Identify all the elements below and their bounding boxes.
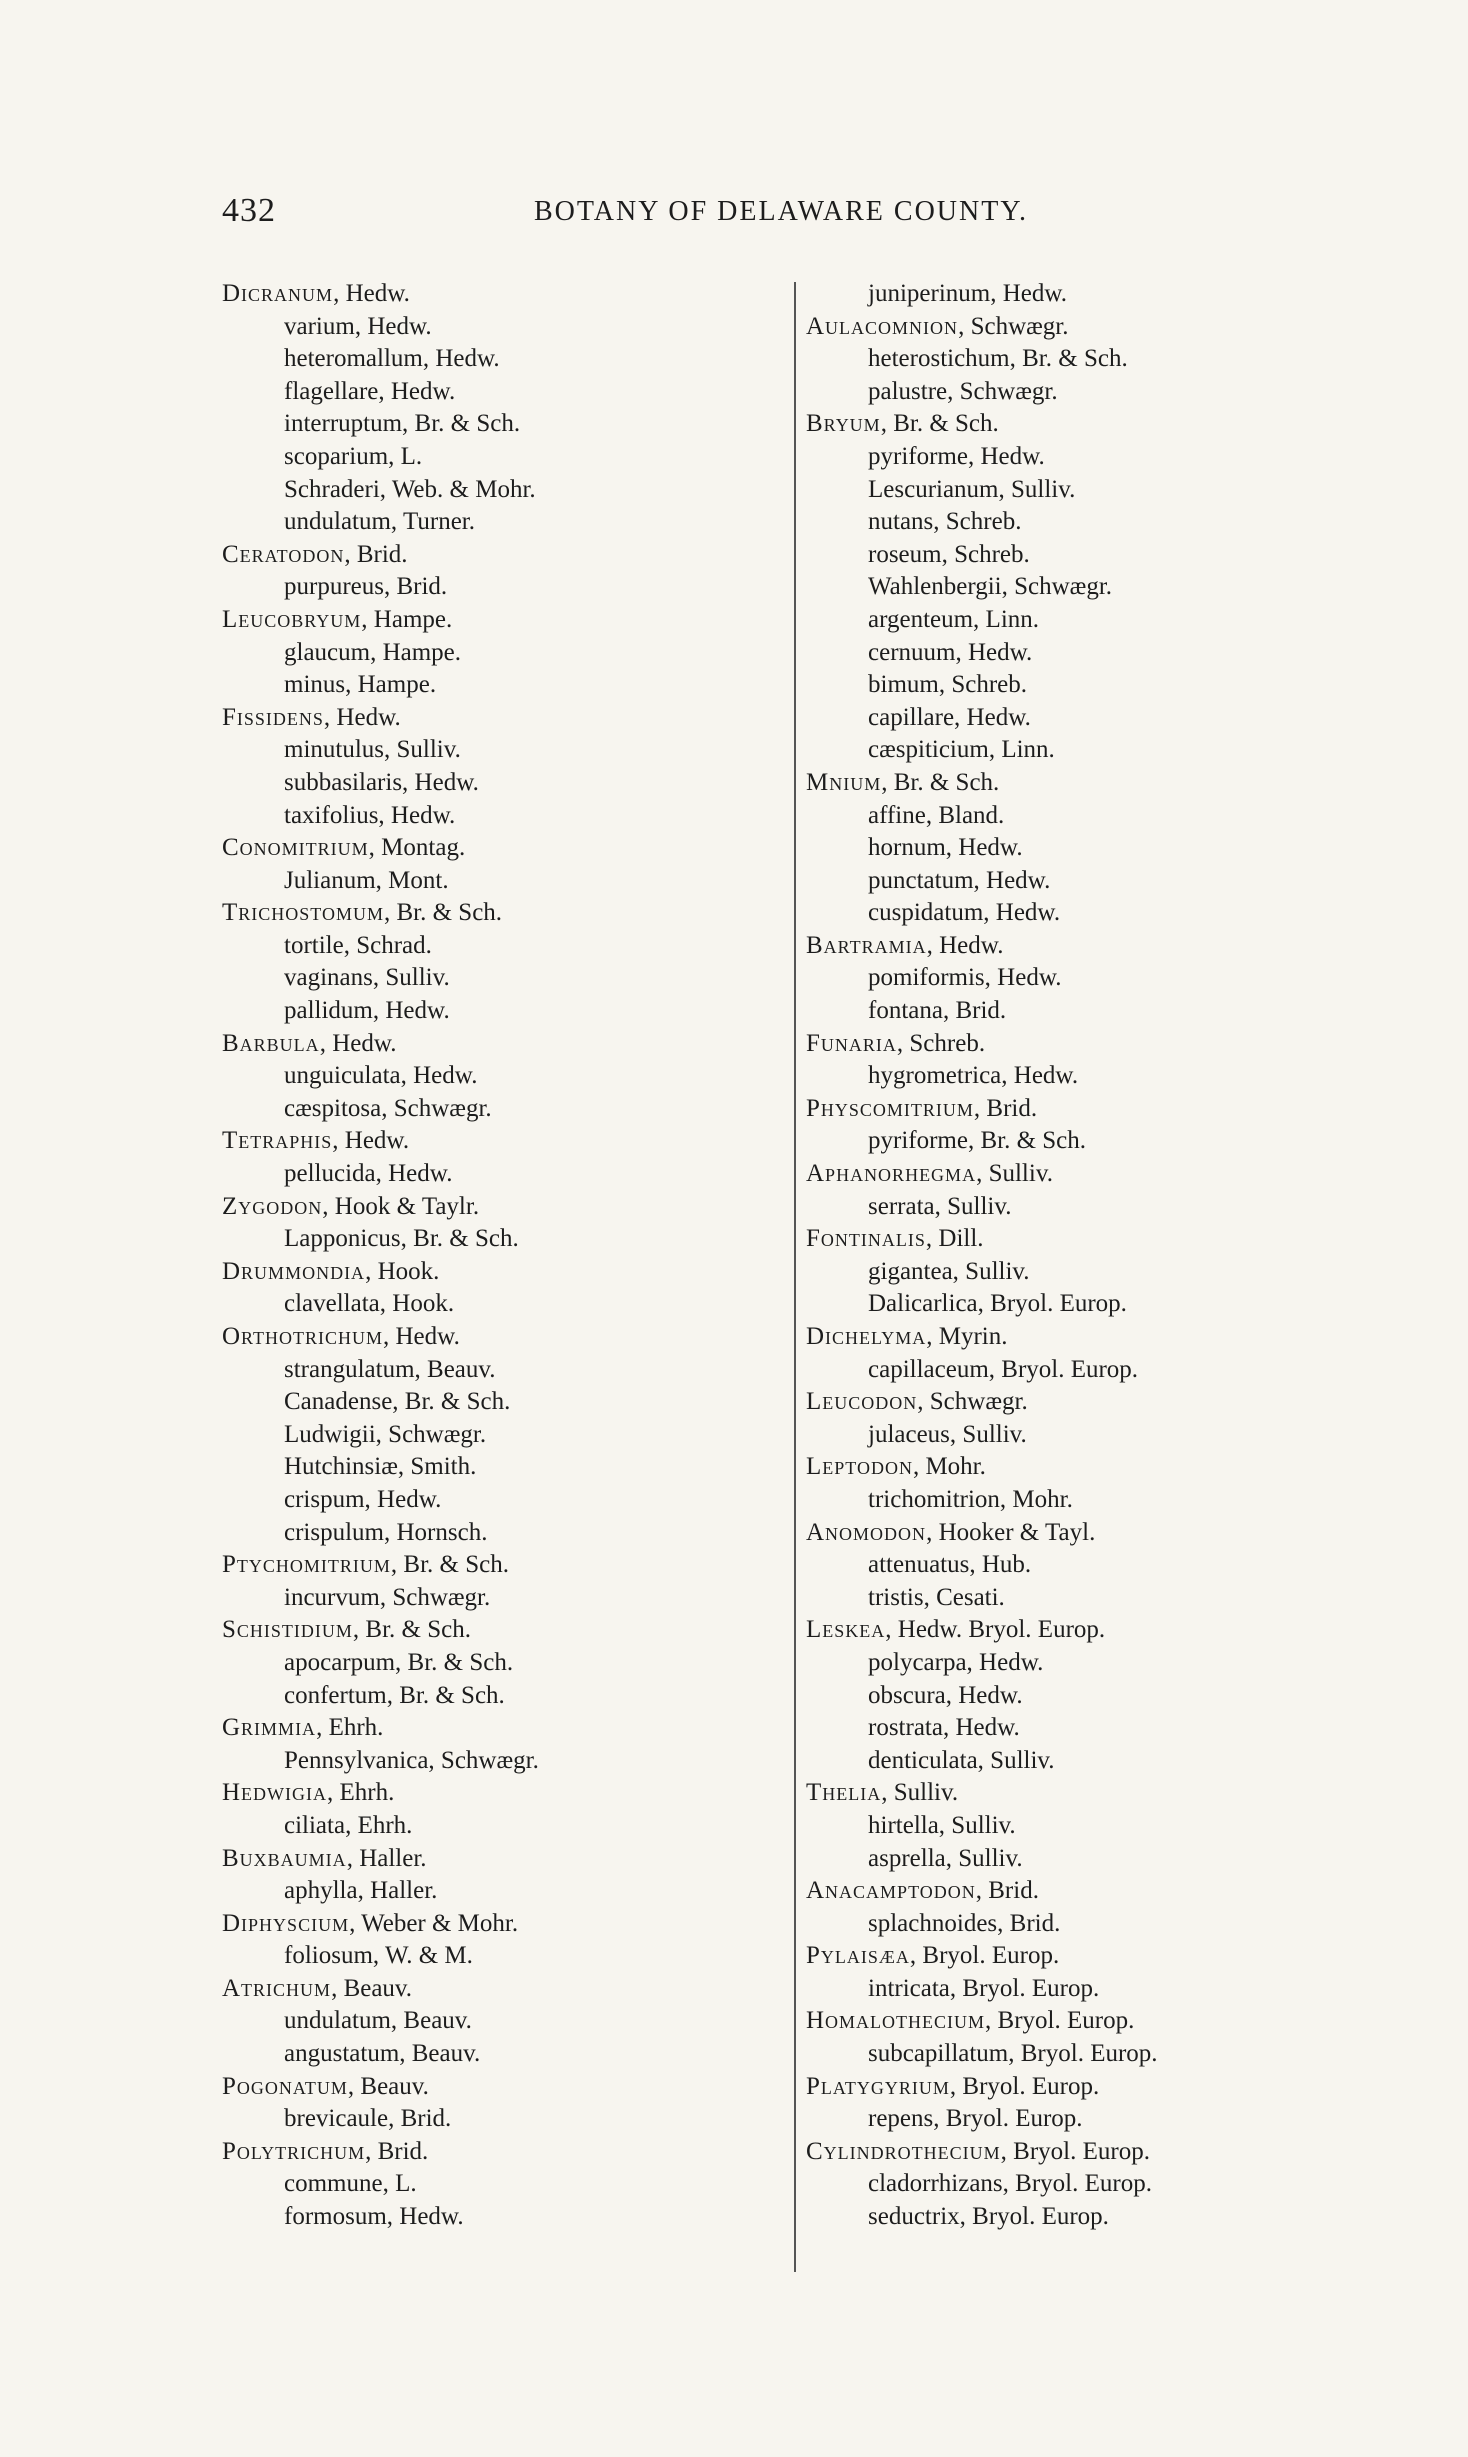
genus-name: Orthotrichum [222, 1323, 383, 1350]
genus-name: Bartramia [806, 931, 927, 959]
genus-entry [222, 1321, 782, 1354]
species-entry: undulatum, Beauv. [284, 2007, 472, 2035]
genus-authority: , Brid. [975, 1877, 1039, 1905]
species-entry: brevicaule, Brid. [284, 2105, 452, 2133]
genus-authority: , Hedw. [333, 280, 410, 307]
species-entry: clavellata, Hook. [284, 1290, 455, 1318]
species-entry: undulatum, Turner. [284, 508, 475, 536]
species-entry: ciliata, Ehrh. [284, 1811, 413, 1839]
species-entry: rostrata, Hedw. [868, 1714, 1020, 1742]
genus-authority: , Bryol. Europ. [1000, 2137, 1150, 2165]
genus-authority: , Mohr. [912, 1453, 986, 1481]
column-divider [794, 282, 796, 2272]
genus-name: Polytrichum [222, 2137, 366, 2165]
genus-authority: , Sulliv. [976, 1160, 1053, 1188]
species-entry: palustre, Schwægr. [868, 377, 1058, 405]
genus-authority: , Brid. [365, 2137, 429, 2165]
species-entry: capillare, Hedw. [868, 703, 1031, 731]
genus-entry [806, 930, 1306, 963]
genus-authority: , Hampe. [361, 605, 453, 633]
genus-authority: , Brid. [344, 540, 408, 568]
genus-entry [806, 1158, 1306, 1191]
genus-name: Leucodon [806, 1388, 918, 1416]
page-header [222, 192, 1102, 242]
species-entry: minus, Hampe. [284, 671, 437, 699]
genus-name: Zygodon [222, 1192, 323, 1220]
species-entry: crispum, Hedw. [284, 1485, 442, 1513]
species-entry: commune, L. [284, 2170, 417, 2198]
genus-name: Aulacomnion [806, 312, 959, 340]
species-entry: incurvum, Schwægr. [284, 1583, 491, 1611]
species-entry: flagellare, Hedw. [284, 377, 456, 405]
genus-entry [222, 1191, 782, 1224]
genus-entry [806, 1875, 1306, 1908]
species-entry: Schraderi, Web. & Mohr. [284, 475, 536, 503]
species-entry: Hutchinsiæ, Smith. [284, 1453, 477, 1481]
genus-name: Physcomitrium [806, 1094, 974, 1122]
genus-name: Aphanorhegma [806, 1160, 977, 1188]
species-entry: Ludwigii, Schwægr. [284, 1420, 487, 1448]
genus-entry [222, 832, 782, 865]
species-entry: taxifolius, Hedw. [284, 801, 456, 829]
species-entry: Canadense, Br. & Sch. [284, 1388, 511, 1416]
genus-entry [222, 1549, 782, 1582]
genus-name: Thelia [806, 1779, 882, 1807]
species-entry: argenteum, Linn. [868, 605, 1040, 633]
species-entry: roseum, Schreb. [868, 540, 1030, 568]
species-entry: obscura, Hedw. [868, 1681, 1023, 1709]
species-entry: angustatum, Beauv. [284, 2040, 481, 2068]
species-entry: capillaceum, Bryol. Europ. [868, 1355, 1139, 1383]
genus-name: Bryum [806, 410, 881, 438]
species-entry: pallidum, Hedw. [284, 997, 450, 1025]
genus-authority: , Hooker & Tayl. [926, 1518, 1096, 1546]
genus-name: Schistidium [222, 1616, 353, 1644]
species-entry: glaucum, Hampe. [284, 638, 462, 666]
genus-name: Pylaisæa [806, 1942, 910, 1970]
genus-authority: , Br. & Sch. [881, 768, 1000, 796]
genus-entry [222, 1614, 782, 1647]
species-entry: purpureus, Brid. [284, 573, 448, 601]
species-entry: hornum, Hedw. [868, 834, 1023, 862]
species-entry: affine, Bland. [868, 801, 1005, 829]
genus-name: Conomitrium [222, 834, 369, 862]
genus-entry [806, 1223, 1306, 1256]
genus-entry [222, 897, 782, 930]
genus-name: Buxbaumia [222, 1844, 347, 1872]
species-entry: subbasilaris, Hedw. [284, 768, 479, 796]
genus-name: Leucobryum [222, 605, 362, 633]
genus-authority: , Ehrh. [327, 1779, 395, 1807]
species-entry: trichomitrion, Mohr. [868, 1485, 1073, 1513]
species-entry: cernuum, Hedw. [868, 638, 1033, 666]
genus-name: Leptodon [806, 1453, 913, 1481]
species-entry: minutulus, Sulliv. [284, 736, 461, 764]
genus-authority: , Schwægr. [958, 312, 1069, 340]
species-entry: seductrix, Bryol. Europ. [868, 2203, 1109, 2231]
species-entry: pyriforme, Hedw. [868, 442, 1045, 470]
genus-entry [806, 1940, 1306, 1973]
species-entry: intricata, Bryol. Europ. [868, 1974, 1100, 2002]
genus-entry [806, 1517, 1306, 1550]
genus-entry [222, 604, 782, 637]
genus-authority: , Hedw. Bryol. Europ. [885, 1616, 1106, 1644]
genus-name: Drummondia [222, 1257, 366, 1285]
genus-entry [806, 1451, 1306, 1484]
genus-name: Anacamptodon [806, 1877, 976, 1905]
species-entry: attenuatus, Hub. [868, 1551, 1032, 1579]
genus-entry [806, 1321, 1306, 1354]
genus-name: Atrichum [222, 1974, 332, 2002]
species-entry: foliosum, W. & M. [284, 1942, 473, 1970]
genus-entry [222, 1777, 782, 1810]
species-entry: crispulum, Hornsch. [284, 1518, 488, 1546]
genus-authority: , Hedw. [382, 1323, 460, 1350]
genus-authority: , Schwægr. [917, 1388, 1028, 1416]
genus-entry [222, 1028, 782, 1061]
species-entry: Dalicarlica, Bryol. Europ. [868, 1290, 1127, 1318]
species-entry: pomiformis, Hedw. [868, 964, 1062, 992]
genus-authority: , Bryol. Europ. [949, 2072, 1100, 2100]
species-entry: juniperinum, Hedw. [868, 280, 1068, 307]
species-entry: denticulata, Sulliv. [868, 1746, 1055, 1774]
genus-name: Ceratodon [222, 540, 345, 568]
genus-entry [222, 539, 782, 572]
genus-authority: , Bryol. Europ. [909, 1942, 1060, 1970]
genus-name: Funaria [806, 1029, 897, 1057]
species-entry: cæspiticium, Linn. [868, 736, 1055, 764]
genus-authority: , Br. & Sch. [352, 1616, 471, 1644]
species-entry: Lapponicus, Br. & Sch. [284, 1225, 519, 1253]
species-entry: tortile, Schrad. [284, 931, 432, 959]
species-entry: repens, Bryol. Europ. [868, 2105, 1083, 2133]
running-title: BOTANY OF DELAWARE COUNTY. [534, 196, 1028, 227]
species-entry: bimum, Schreb. [868, 671, 1028, 699]
genus-authority: , Hook & Taylr. [322, 1192, 480, 1220]
genus-name: Platygyrium [806, 2072, 950, 2100]
species-entry: pyriforme, Br. & Sch. [868, 1127, 1087, 1155]
genus-entry [806, 1614, 1306, 1647]
genus-entry [806, 1777, 1306, 1810]
genus-authority: , Br. & Sch. [383, 899, 503, 927]
genus-entry [806, 408, 1306, 441]
genus-authority: , Hedw. [926, 931, 1004, 959]
species-entry: asprella, Sulliv. [868, 1844, 1023, 1872]
species-entry: Julianum, Mont. [284, 866, 449, 894]
genus-entry [806, 311, 1306, 344]
species-entry: serrata, Sulliv. [868, 1192, 1012, 1220]
genus-name: Dicranum [222, 280, 334, 307]
species-entry: apocarpum, Br. & Sch. [284, 1648, 514, 1676]
genus-authority: , Brid. [973, 1094, 1038, 1122]
species-entry: formosum, Hedw. [284, 2203, 464, 2231]
species-entry: confertum, Br. & Sch. [284, 1681, 505, 1709]
genus-authority: , Br. & Sch. [880, 410, 999, 438]
genus-name: Fissidens [222, 703, 324, 731]
species-entry: cladorrhizans, Bryol. Europ. [868, 2170, 1152, 2198]
species-entry: vaginans, Sulliv. [284, 964, 450, 992]
species-entry: hygrometrica, Hedw. [868, 1062, 1079, 1090]
genus-name: Hedwigia [222, 1779, 328, 1807]
genus-entry [222, 2136, 782, 2169]
genus-entry [222, 1256, 782, 1289]
genus-entry [806, 1093, 1306, 1126]
genus-authority: , Br. & Sch. [390, 1551, 509, 1579]
genus-entry [806, 1028, 1306, 1061]
species-entry: Lescurianum, Sulliv. [868, 475, 1076, 503]
genus-name: Dichelyma [806, 1323, 927, 1350]
genus-entry [222, 702, 782, 735]
genus-authority: , Haller. [346, 1844, 427, 1872]
species-entry: tristis, Cesati. [868, 1583, 1005, 1611]
genus-name: Pogonatum [222, 2072, 348, 2100]
genus-authority: , Dill. [925, 1225, 984, 1253]
species-entry: strangulatum, Beauv. [284, 1355, 496, 1383]
species-entry: aphylla, Haller. [284, 1877, 438, 1905]
genus-name: Grimmia [222, 1714, 317, 1742]
genus-authority: , Schreb. [896, 1029, 986, 1057]
species-entry: varium, Hedw. [284, 312, 432, 340]
genus-name: Mnium [806, 768, 882, 796]
genus-entry [806, 2071, 1306, 2104]
genus-authority: , Myrin. [926, 1323, 1008, 1350]
genus-authority: , Hedw. [332, 1127, 410, 1155]
species-entry: punctatum, Hedw. [868, 866, 1051, 894]
genus-authority: , Hook. [365, 1257, 440, 1285]
genus-authority: , Ehrh. [316, 1714, 384, 1742]
genus-name: Barbula [222, 1029, 320, 1057]
genus-authority: , Montag. [368, 834, 466, 862]
species-entry: splachnoides, Brid. [868, 1909, 1061, 1937]
species-entry: subcapillatum, Bryol. Europ. [868, 2040, 1158, 2068]
genus-entry [222, 1973, 782, 2006]
genus-authority: , Weber & Mohr. [349, 1909, 519, 1937]
species-entry: Wahlenbergii, Schwægr. [868, 573, 1113, 601]
genus-name: Leskea [806, 1616, 886, 1644]
genus-entry [806, 767, 1306, 800]
genus-name: Diphyscium [222, 1909, 350, 1937]
species-entry: gigantea, Sulliv. [868, 1257, 1030, 1285]
genus-entry [222, 1712, 782, 1745]
species-entry: nutans, Schreb. [868, 508, 1022, 536]
genus-name: Tetraphis [222, 1127, 333, 1155]
species-entry: hirtella, Sulliv. [868, 1811, 1016, 1839]
species-entry: julaceus, Sulliv. [868, 1420, 1027, 1448]
genus-authority: , Bryol. Europ. [985, 2007, 1135, 2035]
genus-entry [222, 1908, 782, 1941]
species-entry: heterostichum, Br. & Sch. [868, 345, 1128, 373]
genus-entry [222, 1843, 782, 1876]
genus-entry [806, 2136, 1306, 2169]
genus-entry [222, 1125, 782, 1158]
species-entry: scoparium, L. [284, 442, 423, 470]
left-column [222, 278, 782, 2234]
genus-authority: , Hedw. [323, 703, 401, 731]
species-entry: cuspidatum, Hedw. [868, 899, 1061, 927]
genus-name: Anomodon [806, 1518, 927, 1546]
genus-entry [222, 278, 782, 311]
right-column [806, 278, 1306, 2234]
genus-authority: , Beauv. [347, 2072, 429, 2100]
genus-name: Homalothecium [806, 2007, 986, 2035]
species-entry: Pennsylvanica, Schwægr. [284, 1746, 539, 1774]
species-entry: interruptum, Br. & Sch. [284, 410, 521, 438]
genus-name: Fontinalis [806, 1225, 926, 1253]
page-number: 432 [222, 192, 276, 229]
genus-entry [222, 2071, 782, 2104]
genus-name: Cylindrothecium [806, 2137, 1001, 2165]
genus-entry [806, 1386, 1306, 1419]
species-entry: heteromallum, Hedw. [284, 345, 500, 373]
species-entry: fontana, Brid. [868, 997, 1007, 1025]
genus-authority: , Beauv. [331, 1974, 413, 2002]
species-entry: polycarpa, Hedw. [868, 1648, 1044, 1676]
genus-name: Trichostomum [222, 899, 384, 927]
genus-name: Ptychomitrium [222, 1551, 391, 1579]
genus-authority: , Hedw. [319, 1029, 397, 1057]
species-entry: cæspitosa, Schwægr. [284, 1094, 492, 1122]
genus-entry [806, 2005, 1306, 2038]
genus-authority: , Sulliv. [881, 1779, 959, 1807]
species-entry: unguiculata, Hedw. [284, 1062, 478, 1090]
species-entry: pellucida, Hedw. [284, 1160, 453, 1188]
